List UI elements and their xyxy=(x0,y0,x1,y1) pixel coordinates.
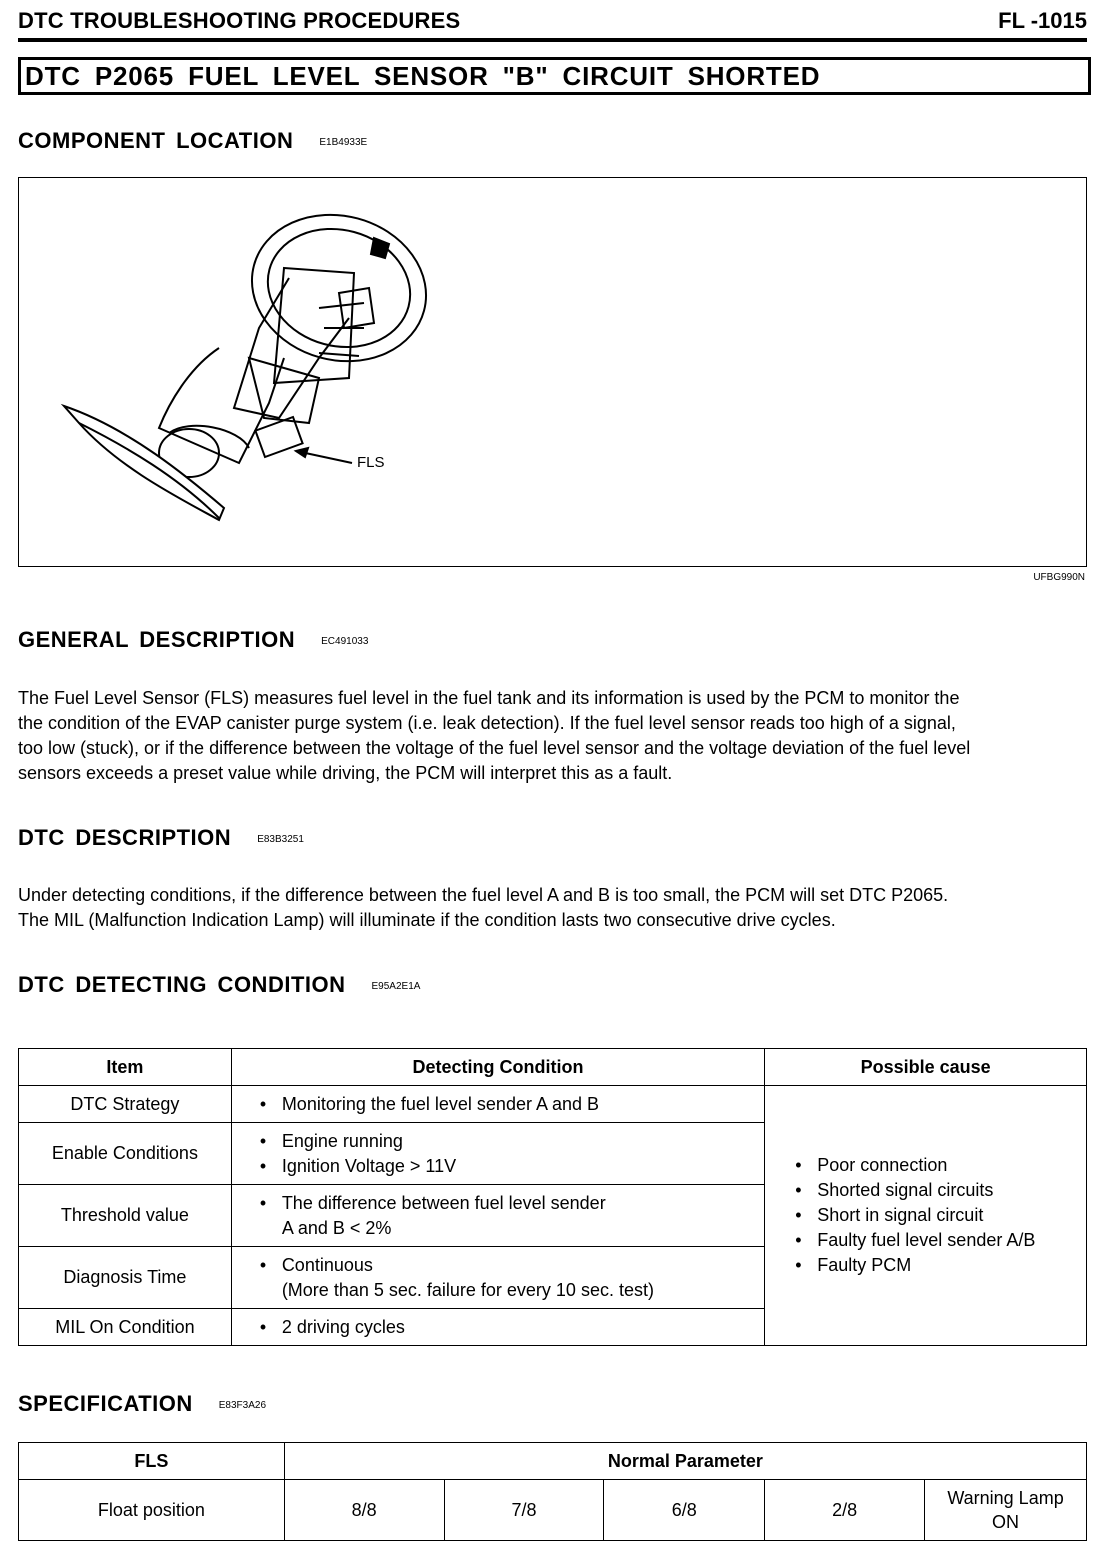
general-line: sensors exceeds a preset value while driving, the PCM will interpret this as a fault. xyxy=(18,763,673,783)
detecting-condition-title: DTC DETECTING CONDITION xyxy=(18,972,346,997)
condition-bullet: • The difference between fuel level sender xyxy=(260,1191,764,1216)
possible-cause-cell xyxy=(765,1086,1087,1346)
component-location-title: COMPONENT LOCATION xyxy=(18,128,294,153)
general-description-code: EC491033 xyxy=(321,635,369,647)
spec-row xyxy=(19,1480,1087,1541)
column-header: Item xyxy=(19,1049,232,1086)
spec-row-label: Float position xyxy=(19,1480,285,1541)
fls-label: FLS xyxy=(357,454,385,471)
general-description-text xyxy=(18,686,1088,786)
row-condition xyxy=(231,1185,764,1247)
specification-heading xyxy=(18,1391,266,1417)
row-item: MIL On Condition xyxy=(19,1309,232,1346)
column-header: Possible cause xyxy=(765,1049,1087,1086)
condition-bullet: • Continuous xyxy=(260,1253,764,1278)
condition-bullet: • Ignition Voltage > 11V xyxy=(260,1154,764,1179)
figure-code: UFBG990N xyxy=(1033,572,1085,583)
spec-col-fls: FLS xyxy=(19,1443,285,1480)
spec-value: 2/8 xyxy=(765,1480,925,1541)
header-title: DTC TROUBLESHOOTING PROCEDURES xyxy=(18,8,461,33)
general-line: The Fuel Level Sensor (FLS) measures fuel level in the fuel tank and its information is used by the PCM to monitor the xyxy=(18,688,960,708)
column-header: Detecting Condition xyxy=(231,1049,764,1086)
header-rule xyxy=(18,38,1087,42)
dtc-line: The MIL (Malfunction Indication Lamp) will illuminate if the condition lasts two consecutive drive cycles. xyxy=(18,910,836,930)
table-row xyxy=(19,1086,1087,1123)
spec-warning-lamp xyxy=(925,1480,1087,1541)
warning-lamp-state: ON xyxy=(992,1512,1020,1532)
dtc-description-title: DTC DESCRIPTION xyxy=(18,825,232,850)
row-item: DTC Strategy xyxy=(19,1086,232,1123)
component-figure xyxy=(18,177,1087,567)
cause-item: • Short in signal circuit xyxy=(795,1203,1086,1228)
spec-header-row xyxy=(19,1443,1087,1480)
table-header-row xyxy=(19,1049,1087,1086)
specification-table xyxy=(18,1442,1087,1541)
dtc-description-text xyxy=(18,883,1088,933)
general-line: too low (stuck), or if the difference between the voltage of the fuel level sensor and the voltage deviation of the fuel level xyxy=(18,738,971,758)
cause-item: • Shorted signal circuits xyxy=(795,1178,1086,1203)
dtc-description-heading xyxy=(18,825,304,851)
spec-value: 6/8 xyxy=(604,1480,765,1541)
dtc-description-code: E83B3251 xyxy=(257,833,304,845)
condition-continuation: (More than 5 sec. failure for every 10 sec. test) xyxy=(281,1279,654,1300)
dtc-line: Under detecting conditions, if the difference between the fuel level A and B is too small, the PCM will set DTC P2065. xyxy=(18,885,949,905)
spec-col-normal-parameter: Normal Parameter xyxy=(284,1443,1086,1480)
component-location-heading xyxy=(18,128,367,154)
row-item: Enable Conditions xyxy=(19,1123,232,1185)
spec-value: 8/8 xyxy=(284,1480,444,1541)
cause-item: • Poor connection xyxy=(795,1153,1086,1178)
condition-bullet: • Engine running xyxy=(260,1129,764,1154)
specification-code: E83F3A26 xyxy=(218,1399,267,1411)
row-condition xyxy=(231,1086,764,1123)
general-description-heading xyxy=(18,627,368,653)
dtc-title: DTC P2065 FUEL LEVEL SENSOR "B" CIRCUIT SHORTED xyxy=(18,57,1091,95)
cause-item: • Faulty PCM xyxy=(795,1253,1086,1278)
condition-continuation: A and B < 2% xyxy=(281,1217,392,1238)
page-number: FL -1015 xyxy=(998,8,1087,33)
row-item: Diagnosis Time xyxy=(19,1247,232,1309)
condition-bullet: • Monitoring the fuel level sender A and B xyxy=(260,1092,764,1117)
row-condition xyxy=(231,1123,764,1185)
row-condition xyxy=(231,1247,764,1309)
cause-item: • Faulty fuel level sender A/B xyxy=(795,1228,1086,1253)
general-description-title: GENERAL DESCRIPTION xyxy=(18,627,296,652)
detecting-condition-heading xyxy=(18,972,420,998)
row-item: Threshold value xyxy=(19,1185,232,1247)
fuel-pump-illustration xyxy=(19,178,1086,566)
condition-bullet: • 2 driving cycles xyxy=(260,1315,764,1340)
general-line: the condition of the EVAP canister purge system (i.e. leak detection). If the fuel level sensor reads too high of a signal, xyxy=(18,713,956,733)
detecting-condition-code: E95A2E1A xyxy=(371,980,421,992)
warning-lamp-line: Warning Lamp xyxy=(947,1488,1064,1508)
component-location-code: E1B4933E xyxy=(319,136,368,148)
specification-title: SPECIFICATION xyxy=(18,1391,193,1416)
spec-value: 7/8 xyxy=(444,1480,604,1541)
detecting-condition-table xyxy=(18,1048,1087,1346)
row-condition xyxy=(231,1309,764,1346)
